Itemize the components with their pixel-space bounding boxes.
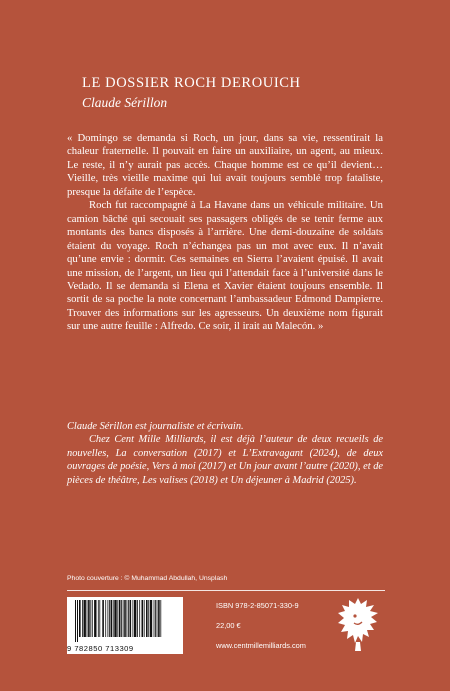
price: 22,00 €: [216, 621, 241, 630]
book-title: LE DOSSIER ROCH DEROUICH: [82, 75, 301, 91]
excerpt-paragraph-2: Roch fut raccompagné à La Havane dans un véhicule militaire. Un camion bâché qui secouait ses passagers obligés de se tenir ferme aux montants des bancs disposés à l’arrière. Une demi-douzaine de soldats étaient du voyage. Roch n’échangea pas un mot avec eux. Il n’avait qu’une envie : dormir. Ces semaines en Sierra l’avaient épuisé. Il avait une mission, de l’argent, un lieu qui l’attendait face à l’université dans le Vedado. Il se demanda si Elena et Xavier étaient toujours ensemble. Il sortit de sa poche la note concernant l’ambassadeur Edmond Dampierre. Trouver des informations sur les agresseurs. Un deuxième nom figurait sur une autre feuille : Alfredo. Ce soir, il irait au Malecón. »: [67, 199, 383, 333]
footer-divider: [67, 590, 385, 591]
bio-paragraph-2: Chez Cent Mille Milliards, il est déjà l’auteur de deux recueils de nouvelles, La conversation (2017) et L’Extravagant (2024), de deux ouvrages de poésie, Vers à moi (2017) et Un jour avant l’autre (2020), et de pièces de théâtre, Les valises (2018) et Un déjeuner à Madrid (2025).: [67, 434, 383, 486]
isbn: ISBN 978-2-85071-330-9: [216, 601, 299, 610]
lion-head-icon: [336, 596, 380, 652]
publisher-website: www.centmillemilliards.com: [216, 641, 306, 650]
book-author: Claude Sérillon: [82, 95, 168, 110]
barcode-bars-icon: [67, 597, 183, 645]
author-bio: [67, 420, 383, 487]
barcode: [67, 597, 183, 654]
book-excerpt: [67, 132, 383, 334]
bio-paragraph-1: Claude Sérillon est journaliste et écrivain.: [67, 421, 244, 432]
excerpt-paragraph-1: « Domingo se demanda si Roch, un jour, dans sa vie, ressentirait la chaleur fraternelle. Il pouvait en faire un auxiliaire, un agent, au mieux. Le reste, il n’y aurait pas accès. Chaque homme est ce qu’il devient… Vieille, très vieille maxime qui lui avait toujours semblé trop fataliste, presque la défaite de l’espèce.: [67, 132, 383, 198]
photo-credit: Photo couverture : © Muhammad Abdullah, Unsplash: [67, 575, 228, 582]
barcode-number: 9 782850 713309: [67, 644, 134, 653]
